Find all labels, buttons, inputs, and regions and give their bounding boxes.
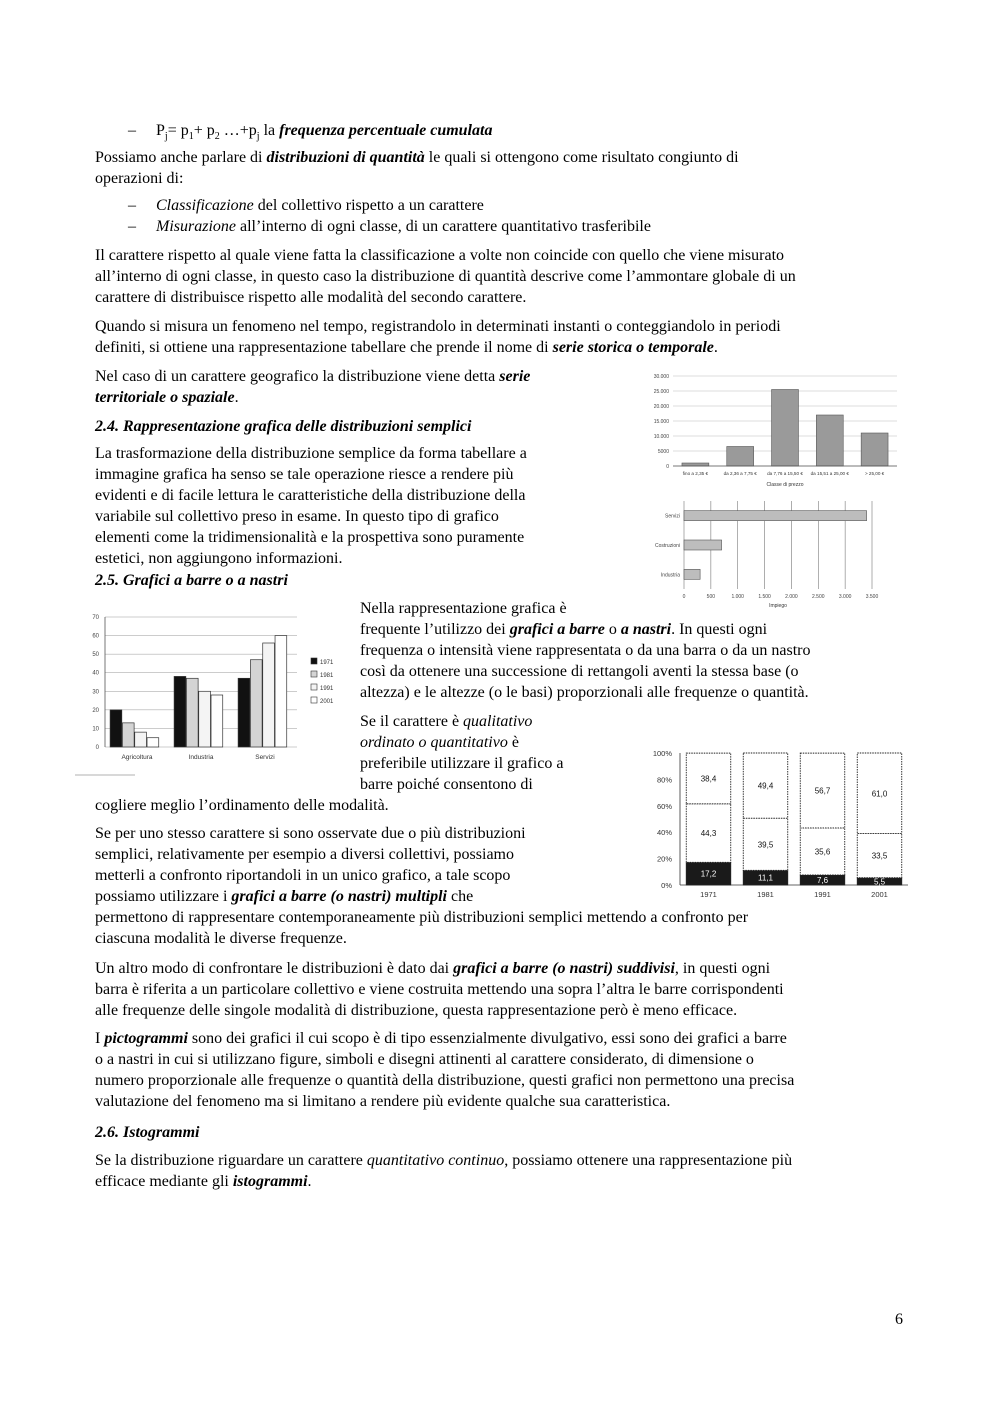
y-tick-label: 30 <box>92 689 99 696</box>
y-tick-label: 40 <box>92 670 99 677</box>
legend-label: 1971 <box>320 660 334 666</box>
y-tick-label: 20 <box>92 707 99 714</box>
data-label: 44,3 <box>700 829 717 839</box>
y-tick-label: Costruzioni <box>654 543 680 549</box>
bar <box>174 676 186 747</box>
data-label: 38,4 <box>700 774 717 784</box>
y-tick-label: 20.000 <box>653 404 669 410</box>
chart-classe-di-prezzo <box>635 368 905 493</box>
x-tick-label: 0 <box>682 594 686 600</box>
x-tick-label: 1971 <box>700 890 717 899</box>
y-tick-label: 10 <box>92 726 99 733</box>
bullet-cumulata: – $P_j= p_1+ p_2$ $\dots+p_j$ la frequenza percentuale cumulata <box>128 122 493 143</box>
x-tick-label: 2.000 <box>785 594 798 600</box>
y-tick-label: 30.000 <box>653 374 669 380</box>
y-tick-label: Servizi <box>664 513 680 520</box>
legend-label: 1991 <box>320 686 334 692</box>
bullet-dash: – <box>128 122 136 139</box>
section-heading-2-5: 2.5. Grafici a barre o a nastri <box>95 572 288 589</box>
bar <box>684 569 700 579</box>
bar <box>861 433 888 466</box>
y-tick-label: 15.000 <box>653 419 669 425</box>
paragraph-pictogrammi: I pictogrammi sono dei grafici il cui scopo è di tipo essenzialmente divulgativo, essi sono dei grafici a barre o a nastri in cui si utilizzano figure, simboli e disegni attinenti al carattere considerato, di dimensione o numero proporzionale alle frequenze o quantità della distribuzione, questi grafici non permettono una precisa valutazione del fenomeno ma si limitano a rendere più evidente qualche sua caratteristica. <box>95 1030 795 1110</box>
y-tick-label: 60% <box>656 801 672 811</box>
bullet-list-operazioni <box>128 195 651 237</box>
bar <box>110 710 122 747</box>
x-tick-label: Industria <box>188 754 214 761</box>
legend-swatch <box>311 658 317 664</box>
bar <box>135 732 147 747</box>
legend-label: 1981 <box>320 673 334 679</box>
bar <box>684 511 867 521</box>
y-tick-label: 0 <box>95 745 99 751</box>
x-tick-label: > 25,00 € <box>864 471 885 476</box>
legend-swatch <box>311 684 317 690</box>
chart-settori-1971-2001 <box>75 605 343 780</box>
y-tick-label: 0% <box>661 881 672 890</box>
bar <box>263 643 275 747</box>
x-tick-label: 2.500 <box>812 594 825 600</box>
x-tick-label: da 2,36 a 7,75 € <box>723 471 757 476</box>
bar <box>186 678 198 747</box>
bar <box>816 415 843 466</box>
section-heading-2-4: 2.4. Rappresentazione grafica delle distribuzioni semplici <box>95 418 472 435</box>
bar <box>772 390 799 467</box>
data-label: 61,0 <box>871 789 888 799</box>
y-tick-label: 20% <box>656 854 672 864</box>
chart-percentuali-suddivisi <box>640 735 918 905</box>
y-tick-label: Industria <box>660 572 680 579</box>
data-label: 17,2 <box>700 869 717 879</box>
bar <box>250 660 262 747</box>
y-tick-label: 80% <box>656 775 672 785</box>
bar <box>238 678 250 747</box>
y-tick-label: 25.000 <box>653 389 669 395</box>
page-number: 6 <box>895 1311 903 1328</box>
chart-impiego-horizontal <box>640 495 890 613</box>
x-tick-label: 2001 <box>871 890 888 899</box>
data-label: 7,6 <box>816 875 829 885</box>
y-tick-label: 0 <box>666 464 669 470</box>
paragraph-2-5: Nella rappresentazione grafica è frequente l’utilizzo dei grafici a barre o a nastri. In questi ogni frequenza o intensità viene rappresentata o da una barra o da un nastro così da ottenere una successione di rettangoli aventi la stessa base (o altezza) e le altezze (o le basi) proporzionali alle frequenze o quantità. <box>360 600 811 701</box>
bar <box>122 723 134 747</box>
bar <box>211 695 223 747</box>
section-heading-2-6: 2.6. Istogrammi <box>95 1124 200 1141</box>
paragraph-multipli: Se per uno stesso carattere si sono osservate due o più distribuzioni semplici, relativamente per esempio a diversi collettivi, possiamo metterli a confronto riportandoli in un unico grafico, a tale scopo possiamo utilizzare i grafici a barre (o nastri) multipli che permettono di rappresentare contemporaneamente più distribuzioni semplici mettendo a confronto per ciascuna modalità le diverse frequenze. <box>95 825 749 947</box>
x-tick-label: 3.000 <box>838 594 852 600</box>
bar <box>275 636 287 747</box>
paragraph-qualitativo-end: cogliere meglio l’ordinamento delle modalità. <box>95 797 389 814</box>
bar <box>727 447 754 467</box>
x-tick-label: 1991 <box>814 890 831 899</box>
paragraph-serie-storica: Quando si misura un fenomeno nel tempo, registrandolo in determinati instanti o conteggiandolo in periodi definiti, si ottiene una rappresentazione tabellare che prende il nome di serie storica o temporale. <box>95 318 781 356</box>
x-tick-label: 1.000 <box>731 594 744 600</box>
paragraph-serie-territoriale: Nel caso di un carattere geografico la distribuzione viene detta serie territoriale o spaziale. <box>95 368 531 406</box>
x-tick-label: da 15,51 a 25,00 € <box>810 471 849 476</box>
paragraph-distribuzioni-quantita: Possiamo anche parlare di distribuzioni di quantità le quali si ottengono come risultato congiunto di operazioni di: <box>95 149 739 187</box>
y-tick-label: 5000 <box>657 449 669 455</box>
x-tick-label: Agricoltura <box>121 754 153 761</box>
data-label: 35,6 <box>814 847 831 857</box>
paragraph-2-4: La trasformazione della distribuzione semplice da forma tabellare a immagine grafica ha senso se tale operazione riesce a rendere più evidenti e di facile lettura le caratteristiche della distribuzione della variabile sul collettivo preso in esame. In questo tipo di grafico elementi come la tridimensionalità e la prospettiva sono puramente estetici, non aggiungono informazioni. <box>95 445 527 567</box>
bar <box>199 691 211 747</box>
x-axis-label: Impiego <box>769 603 787 609</box>
legend-swatch <box>311 671 317 677</box>
data-label: 11,1 <box>758 873 773 883</box>
legend-label: 2001 <box>320 699 334 705</box>
list-item: – Misurazione all’interno di ogni classe, di un carattere quantitativo trasferibile <box>128 218 651 235</box>
y-tick-label: 10.000 <box>653 434 669 440</box>
y-tick-label: 70 <box>92 615 99 621</box>
x-tick-label: Servizi <box>255 754 275 761</box>
bar <box>682 463 709 466</box>
x-axis-label: Classe di prezzo <box>766 482 804 488</box>
x-tick-label: 1981 <box>757 890 774 899</box>
x-tick-label: 500 <box>706 594 716 600</box>
data-label: 49,4 <box>757 781 774 791</box>
bar <box>684 540 722 550</box>
x-tick-label: fino a 2,35 € <box>682 471 709 476</box>
paragraph-carattere: Il carattere rispetto al quale viene fatta la classificazione a volte non coincide con quello che viene misurato all’interno di ogni classe, in questo caso la distribuzione di quantità descrive come l’ammontare globale di un carattere di distribuisce rispetto alle modalità del secondo carattere. <box>95 247 796 306</box>
x-tick-label: 3.500 <box>865 594 879 600</box>
y-tick-label: 50 <box>92 652 99 659</box>
x-tick-label: da 7,76 a 15,50 € <box>767 471 803 476</box>
data-label: 5,5 <box>873 877 886 887</box>
data-label: 33,5 <box>871 851 888 861</box>
data-label: 39,5 <box>757 840 774 850</box>
x-tick-label: 1.500 <box>758 594 771 600</box>
y-tick-label: 100% <box>652 749 672 758</box>
data-label: 56,7 <box>814 786 831 796</box>
y-tick-label: 60 <box>92 633 99 640</box>
list-item: – Classificazione del collettivo rispetto a un carattere <box>128 197 484 214</box>
term-frequenza-cumulata: frequenza percentuale cumulata <box>279 122 493 139</box>
paragraph-qualitativo: Se il carattere è qualitativo ordinato o quantitativo è preferibile utilizzare il grafico a barre poiché consentono di <box>360 713 564 793</box>
y-tick-label: 40% <box>656 828 672 838</box>
paragraph-suddivisi: Un altro modo di confrontare le distribuzioni è dato dai grafici a barre (o nastri) suddivisi, in questi ogni barra è riferita a un particolare collettivo e viene costruita mettendo una sopra l’altra le barre corrispondenti alle frequenze delle singole modalità di distribuzione, questa rappresentazione però è meno efficace. <box>95 960 784 1019</box>
legend-swatch <box>311 697 317 703</box>
bar <box>147 738 159 747</box>
paragraph-2-6: Se la distribuzione riguardare un carattere quantitativo continuo, possiamo ottenere una rappresentazione più efficace mediante gli istogrammi. <box>95 1152 793 1190</box>
